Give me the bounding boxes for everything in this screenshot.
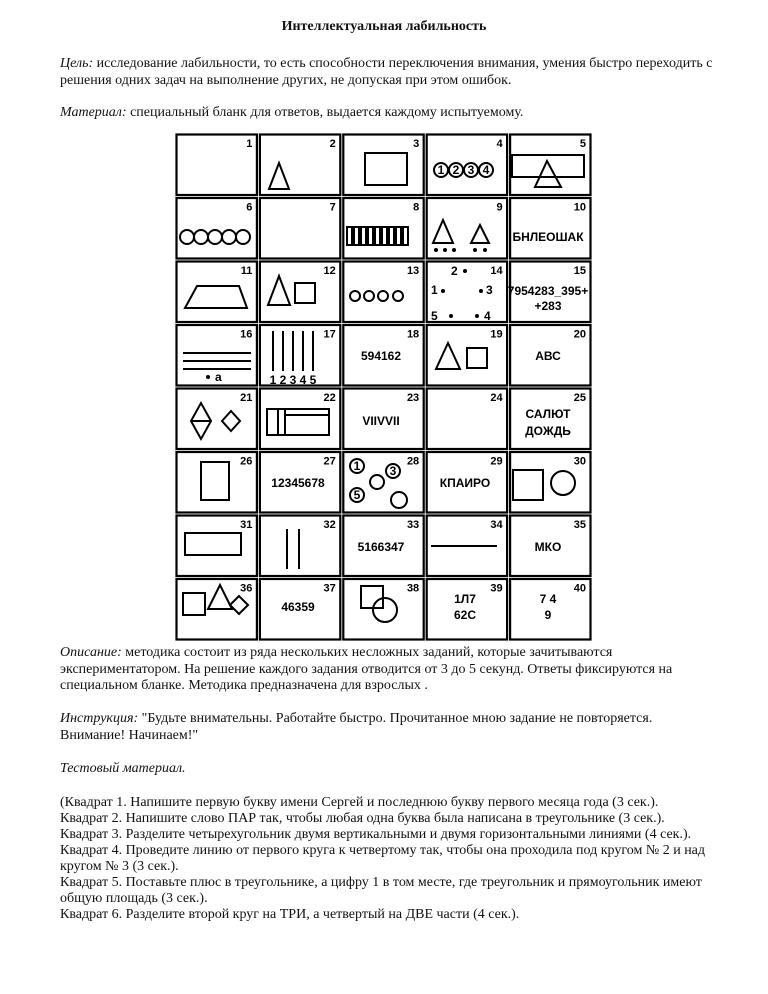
cell-number-39: 39 <box>490 582 503 595</box>
cell-3-rectangle <box>365 153 407 185</box>
cell-17-label-2: 2 <box>279 373 287 387</box>
cell-16-label: a <box>215 370 222 384</box>
cell-number-3: 3 <box>413 138 420 150</box>
cell-number-17: 17 <box>323 328 336 341</box>
cell-27-text: 12345678 <box>271 476 325 490</box>
cell-number-2: 2 <box>329 138 336 150</box>
answer-form-figure <box>175 133 592 641</box>
cell-number-35: 35 <box>573 519 586 531</box>
cell-number-4: 4 <box>496 138 503 150</box>
material-text: специальный бланк для ответов, выдается каждому испытуемому. <box>130 105 524 120</box>
cell-4-label-3: 3 <box>467 163 475 177</box>
grid-cell-5 <box>510 135 590 196</box>
grid-cell-2 <box>260 135 340 196</box>
cell-40-text-line2: 9 <box>544 608 552 622</box>
cell-number-16: 16 <box>240 328 253 341</box>
cell-36-shapes <box>183 585 248 615</box>
cell-5-rect-triangle <box>512 155 584 187</box>
cell-number-38: 38 <box>406 582 420 595</box>
cell-8-bar <box>354 227 359 245</box>
cell-13-circles <box>350 291 403 301</box>
cell-number-11: 11 <box>240 265 253 277</box>
grid-cell-8 <box>343 198 423 259</box>
cell-number-15: 15 <box>573 265 586 277</box>
cell-14-label-3: 3 <box>486 283 493 297</box>
answer-form-grid <box>175 133 592 641</box>
material-label: Материал: <box>60 105 127 120</box>
cell-14-label-4: 4 <box>484 309 491 323</box>
cell-26-rectangle <box>201 462 229 500</box>
cell-14-label-5: 5 <box>431 309 438 323</box>
goal-label: Цель: <box>60 56 94 71</box>
cell-number-7: 7 <box>329 201 336 214</box>
cell-21-diamonds <box>191 403 240 439</box>
cell-4-label-2: 2 <box>452 163 460 177</box>
cell-30-square-circle <box>513 470 575 500</box>
cell-number-40: 40 <box>573 582 586 595</box>
cell-39-text-line2: 62С <box>453 608 477 622</box>
task-item: Квадрат 4. Проведите линию от первого круга к четвертому так, чтобы она проходила под кругом № 2 и над кругом № 3 (3 сек.). <box>60 843 706 874</box>
cell-number-19: 19 <box>490 328 503 341</box>
cell-31-rectangle <box>185 533 241 555</box>
cell-12-triangle-square <box>268 276 315 305</box>
cell-25-text-line1: САЛЮТ <box>525 407 571 421</box>
task-item: Квадрат 2. Напишите слово ПАР так, чтобы любая одна буква была написана в треугольнике (3 сек.). <box>60 811 665 826</box>
cell-number-9: 9 <box>496 201 503 214</box>
cell-number-25: 25 <box>573 392 586 404</box>
cell-2-triangle <box>269 163 289 189</box>
goal-paragraph <box>60 56 720 89</box>
instruction-label: Инструкция: <box>60 711 139 726</box>
cell-number-5: 5 <box>579 138 586 150</box>
cell-14-dots <box>431 264 493 323</box>
cell-8-bar <box>368 227 373 245</box>
cell-33-text: 5166347 <box>357 540 405 554</box>
grid-cell-1 <box>177 135 257 196</box>
cell-25-text-line2: ДОЖДЬ <box>525 424 571 438</box>
cell-32-lines <box>287 529 299 569</box>
cell-number-26: 26 <box>240 455 253 468</box>
task-item: Квадрат 6. Разделите второй круг на ТРИ, а четвертый на ДВЕ части (4 сек.). <box>60 907 520 922</box>
cell-22-rectangle <box>267 409 329 435</box>
cell-11-trapezoid <box>185 286 247 308</box>
cell-23-text: VIIVVII <box>362 414 400 428</box>
cell-35-text: МКО <box>534 540 562 554</box>
goal-text: исследование лабильности, то есть способности переключения внимания, умения быстро переходить с решения одних задач на выполнение других, не допуская при этом ошибок. <box>60 56 713 88</box>
cell-number-21: 21 <box>240 392 253 404</box>
cell-4-label-1: 1 <box>437 163 445 177</box>
cell-number-32: 32 <box>323 519 336 531</box>
cell-37-text: 46359 <box>281 600 315 614</box>
cell-15-text-line1: 7954283_395+ <box>507 284 589 298</box>
cell-28-label-1: 1 <box>353 459 361 473</box>
cell-8-bars <box>347 227 408 245</box>
cell-number-14: 14 <box>490 265 503 277</box>
task-item: Квадрат 3. Разделите четырехугольник двумя вертикальными и двумя горизонтальными линиями (4 сек.). <box>60 827 692 842</box>
cell-8-bar <box>347 227 352 245</box>
test-heading-text: Тестовый материал. <box>60 761 186 776</box>
cell-number-12: 12 <box>323 265 336 277</box>
cell-28-label-5: 5 <box>353 488 361 502</box>
cell-39-text-line1: 1Л7 <box>454 592 476 606</box>
cell-14-label-1: 1 <box>431 283 438 297</box>
cell-17-lines <box>270 331 317 387</box>
cell-number-18: 18 <box>406 328 420 341</box>
cell-number-6: 6 <box>246 201 253 214</box>
cell-15-text-line2: +283 <box>534 299 562 313</box>
cell-number-28: 28 <box>406 455 420 468</box>
cell-8-bar <box>382 227 387 245</box>
cell-4-circles <box>434 163 493 177</box>
grid-cell-7 <box>260 198 340 259</box>
cell-19-triangle-square <box>436 343 487 369</box>
cell-8-bar <box>396 227 401 245</box>
cell-8-bar <box>403 227 408 245</box>
description-paragraph <box>60 645 720 695</box>
cell-10-text: БНЛЕОШАК <box>512 230 584 244</box>
cell-8-bar <box>361 227 366 245</box>
cell-8-bar <box>389 227 394 245</box>
task-item: (Квадрат 1. Напишите первую букву имени Сергей и последнюю букву первого месяца года (3 сек.). <box>60 795 659 810</box>
cell-number-23: 23 <box>406 392 420 404</box>
cell-17-label-5: 5 <box>309 373 317 387</box>
cell-17-label-3: 3 <box>289 373 297 387</box>
cell-number-37: 37 <box>323 582 336 595</box>
cell-number-31: 31 <box>240 519 253 531</box>
cell-number-30: 30 <box>573 455 586 468</box>
cell-18-text: 594162 <box>360 349 402 363</box>
cell-9-triangles-dots <box>433 220 489 252</box>
cell-number-33: 33 <box>406 519 420 531</box>
document-title: Интеллектуальная лабильность <box>281 19 487 34</box>
cell-number-27: 27 <box>323 455 336 468</box>
instruction-text: "Будьте внимательны. Работайте быстро. Прочитанное мною задание не повторяется. Внимание! Начинаем!" <box>60 711 653 743</box>
cell-number-24: 24 <box>490 392 503 404</box>
cell-28-circles <box>350 459 407 508</box>
cell-number-22: 22 <box>323 392 336 404</box>
cell-28-label-3: 3 <box>389 464 397 478</box>
cell-17-label-4: 4 <box>299 373 307 387</box>
cell-number-29: 29 <box>490 455 503 468</box>
cell-number-1: 1 <box>246 138 253 150</box>
material-paragraph <box>60 105 720 122</box>
task-item: Квадрат 5. Поставьте плюс в треугольнике, а цифру 1 в том месте, где треугольник и прямоугольник имеют общую площадь (3 сек.). <box>60 875 702 906</box>
instruction-paragraph <box>60 711 720 744</box>
cell-17-label-1: 1 <box>269 373 277 387</box>
cell-number-36: 36 <box>240 582 253 595</box>
cell-20-text: АВС <box>535 349 561 363</box>
cell-number-20: 20 <box>573 328 586 341</box>
description-label: Описание: <box>60 645 122 660</box>
test-material-heading <box>60 761 720 778</box>
cell-29-text: КПАИРО <box>439 476 491 490</box>
cell-40-text-line1: 7 4 <box>539 592 557 606</box>
task-list <box>60 795 720 923</box>
cell-6-circles <box>180 230 250 244</box>
cell-4-label-4: 4 <box>482 163 490 177</box>
cell-number-13: 13 <box>406 265 420 277</box>
cell-number-8: 8 <box>413 201 420 214</box>
cell-38-square-circle <box>361 586 397 622</box>
cell-number-10: 10 <box>573 201 586 214</box>
grid-cell-6 <box>177 198 257 259</box>
cell-16-lines <box>183 353 251 384</box>
description-text: методика состоит из ряда нескольких несложных заданий, которые зачитываются экспериментатором. На решение каждого задания отводится от 3 до 5 секунд. Ответы фиксируются на специальном бланке. Методика предназначена для взрослых . <box>60 645 673 693</box>
cell-8-bar <box>375 227 380 245</box>
cell-number-34: 34 <box>490 519 503 531</box>
cell-14-label-2: 2 <box>451 264 458 278</box>
